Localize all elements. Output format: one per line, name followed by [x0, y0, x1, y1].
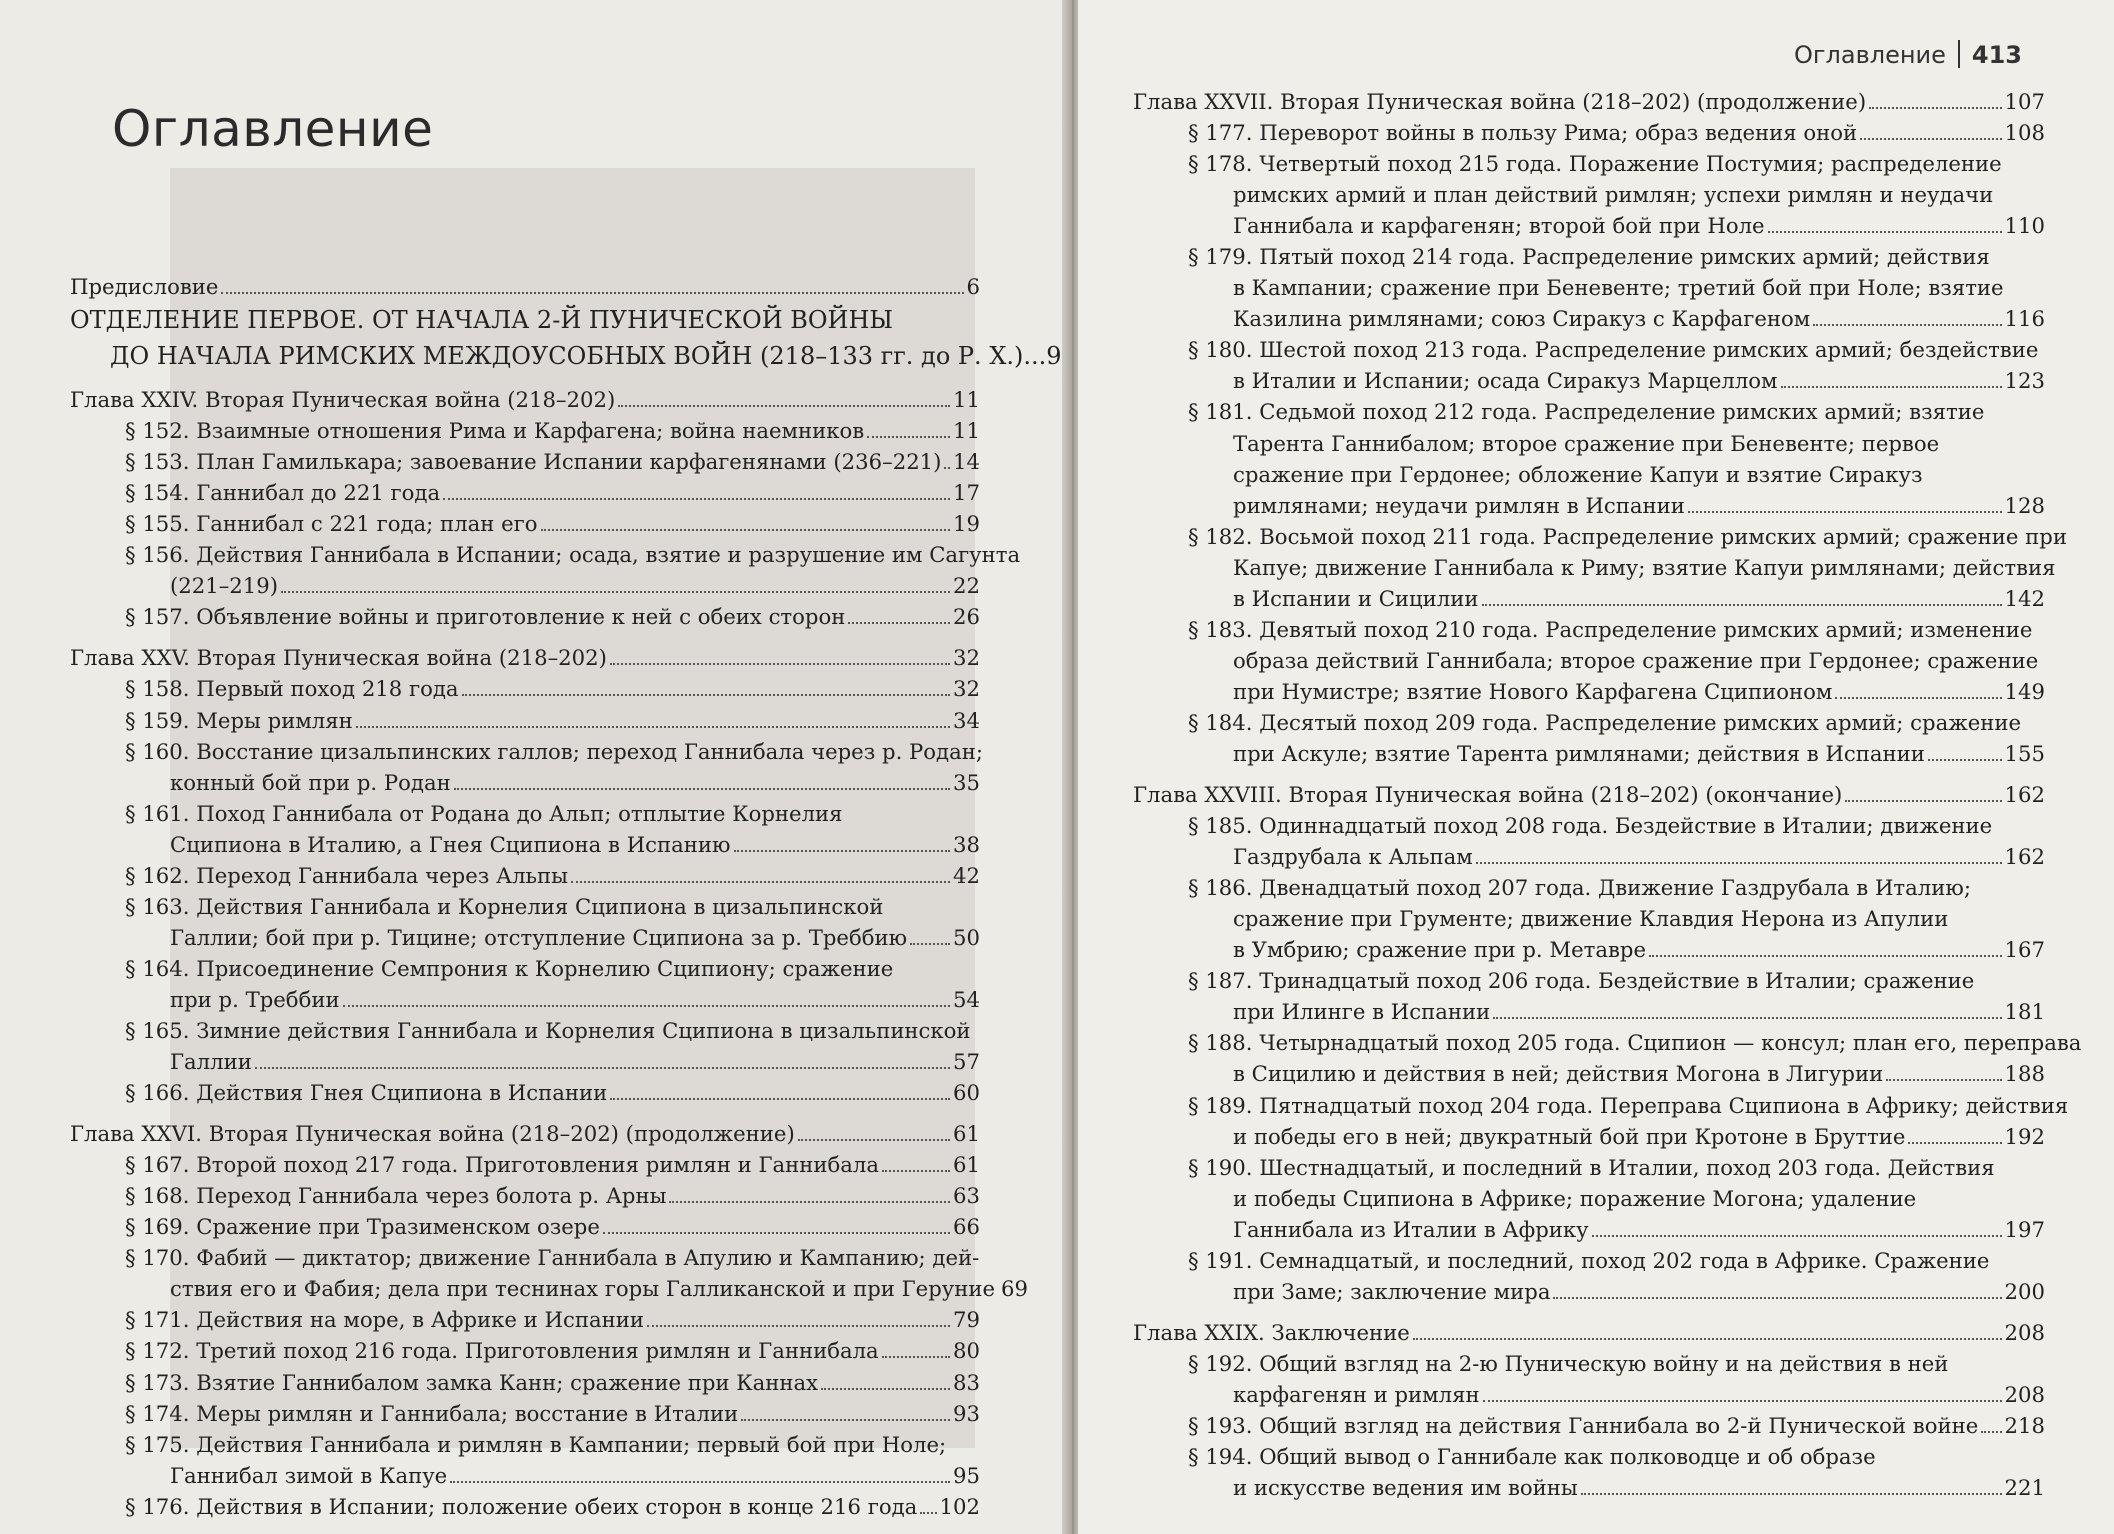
- toc-entry-cont[interactable]: [1133, 1058, 2045, 1089]
- toc-page-number: 208: [2004, 1319, 2045, 1345]
- toc-entry-cont[interactable]: [1133, 1472, 2045, 1503]
- dot-leader: [603, 1232, 950, 1234]
- dot-leader: [255, 1067, 950, 1069]
- toc-page-number: 35: [953, 769, 980, 795]
- dot-leader: [848, 622, 950, 624]
- toc-entry-text: образа действий Ганнибала; второе сражение при Гердонее; сражение: [1233, 647, 2039, 673]
- toc-entry-section[interactable]: [70, 705, 980, 736]
- toc-entry-text: Капуе; движение Ганнибала к Риму; взятие Капуи римлянами; действия: [1233, 554, 2056, 580]
- toc-entry-text: § 168. Переход Ганнибала через болота р. Арны: [125, 1183, 667, 1209]
- toc-entry-text: Глава XXIV. Вторая Пуническая война (218–202): [70, 387, 616, 413]
- toc-entry-cont[interactable]: [1133, 303, 2045, 334]
- toc-entry-text: в Сицилию и действия в ней; действия Могона в Лигурии: [1233, 1061, 1884, 1087]
- toc-entry-section[interactable]: [70, 1211, 980, 1242]
- toc-page-number: 221: [2004, 1475, 2045, 1501]
- dot-leader: [920, 1512, 936, 1514]
- toc-entry-cont[interactable]: [70, 570, 980, 601]
- toc-entry-text: § 184. Десятый поход 209 года. Распределение римских армий; сражение: [1188, 709, 2022, 735]
- dot-leader: [647, 1325, 950, 1327]
- toc-entry-section[interactable]: [70, 1398, 980, 1429]
- toc-entry-section[interactable]: [70, 446, 980, 477]
- toc-entry-section[interactable]: [70, 798, 980, 829]
- toc-entry-section[interactable]: [1133, 1441, 2045, 1472]
- toc-entry-text: § 158. Первый поход 218 года: [125, 676, 459, 702]
- toc-entry-cont[interactable]: [70, 1273, 1028, 1304]
- toc-entry-section[interactable]: [70, 1015, 980, 1046]
- toc-entry-text: § 178. Четвертый поход 215 года. Поражение Постумия; распределение: [1188, 151, 2002, 177]
- toc-entry-section[interactable]: [1133, 521, 2067, 552]
- dot-leader: [618, 405, 950, 407]
- toc-entry-cont[interactable]: [1133, 1379, 2045, 1410]
- toc-page-number: 32: [953, 676, 980, 702]
- toc-entry-text: § 188. Четырнадцатый поход 205 года. Сципион — консул; план его, переправа: [1188, 1030, 2082, 1056]
- toc-entry-text: Газдрубала к Альпам: [1233, 844, 1473, 870]
- dot-leader: [882, 1170, 950, 1172]
- dot-leader: [1476, 862, 2002, 864]
- toc-entry-section[interactable]: [1133, 872, 2045, 903]
- toc-entry-text: Глава XXVIII. Вторая Пуническая война (218–202) (окончание): [1133, 782, 1843, 808]
- toc-entry-text: сражение при Грументе; движение Клавдия Нерона из Апулии: [1233, 906, 1949, 932]
- toc-entry-text: § 154. Ганнибал до 221 года: [125, 480, 441, 506]
- dot-leader: [610, 1098, 950, 1100]
- toc-entry-text: § 187. Тринадцатый поход 206 года. Бездействие в Италии; сражение: [1188, 968, 1975, 994]
- toc-entry-cont[interactable]: [1133, 645, 2045, 676]
- toc-entry-text: § 167. Второй поход 217 года. Приготовления римлян и Ганнибала: [125, 1152, 879, 1178]
- toc-entry-cont[interactable]: [1133, 490, 2045, 521]
- toc-entry-text: § 166. Действия Гнея Сципиона в Испании: [125, 1080, 608, 1106]
- toc-entry-text: конный бой при р. Родан: [170, 769, 451, 795]
- toc-page-number: 60: [953, 1080, 980, 1106]
- dot-leader: [669, 1201, 950, 1203]
- toc-entry-cont[interactable]: [70, 829, 980, 860]
- toc-page-number: 61: [953, 1121, 980, 1147]
- toc-entry-section[interactable]: [1133, 965, 2045, 996]
- toc-entry-section[interactable]: [70, 1304, 980, 1335]
- header-divider: [1958, 40, 1960, 68]
- toc-entry-text: § 173. Взятие Ганнибалом замка Канн; сражение при Каннах: [125, 1369, 819, 1395]
- toc-entry-section[interactable]: [1133, 1348, 2045, 1379]
- toc-entry-text: и победы Сципиона в Африке; поражение Могона; удаление: [1233, 1185, 1917, 1211]
- toc-entry-cont[interactable]: [1133, 272, 2045, 303]
- dot-leader: [1553, 1297, 2001, 1299]
- dot-leader: [1768, 231, 2002, 233]
- toc-entry-text: § 181. Седьмой поход 212 года. Распределение римских армий; взятие: [1188, 399, 1985, 425]
- toc-entry-text: § 160. Восстание цизальпинских галлов; переход Ганнибала через р. Родан;: [125, 738, 983, 764]
- toc-entry-cont[interactable]: [1133, 210, 2045, 241]
- toc-entry-cont[interactable]: [1133, 1276, 2045, 1307]
- dot-leader: [281, 591, 950, 593]
- toc-entry-chapter[interactable]: [70, 642, 980, 673]
- toc-entry-chapter[interactable]: [70, 384, 980, 415]
- toc-entry-text: Казилина римлянами; союз Сиракуз с Карфагеном: [1233, 306, 1811, 332]
- dot-leader: [610, 663, 950, 665]
- toc-page-number: 19: [953, 511, 980, 537]
- toc-entry-cont[interactable]: [1133, 459, 2045, 490]
- running-header-title: Оглавление: [1794, 41, 1946, 69]
- toc-entry-text: § 163. Действия Ганнибала и Корнелия Сципиона в цизальпинской: [125, 893, 884, 919]
- toc-page-number: 162: [2004, 782, 2045, 808]
- toc-entry-cont[interactable]: [70, 1460, 980, 1491]
- toc-entry-text: при р. Треббии: [170, 986, 340, 1012]
- dot-leader: [1592, 1235, 2002, 1237]
- toc-entry-text: Предисловие: [70, 274, 219, 299]
- dot-leader: [1813, 324, 2001, 326]
- toc-page-number: 123: [2004, 368, 2045, 394]
- chapter-gap: [70, 374, 980, 384]
- toc-entry-text: и победы его в ней; двукратный бой при Кротоне в Бруттие: [1233, 1123, 1906, 1149]
- toc-page-number: 61: [953, 1152, 980, 1178]
- toc-page-number: 79: [953, 1307, 980, 1333]
- toc-entry-text: § 193. Общий взгляд на действия Ганнибала во 2-й Пунической войне: [1188, 1412, 1979, 1438]
- chapter-gap: [1133, 1307, 2045, 1317]
- toc-entry-section[interactable]: [70, 736, 983, 767]
- toc-entry-part-cont[interactable]: [70, 338, 1062, 374]
- toc-page-number: 9: [1046, 342, 1062, 371]
- toc-entry-text: § 182. Восьмой поход 211 года. Распределение римских армий; сражение при: [1188, 523, 2067, 549]
- toc-page-number: 11: [953, 387, 980, 413]
- toc-entry-section[interactable]: [70, 891, 980, 922]
- dot-leader: [343, 1005, 950, 1007]
- toc-entry-section[interactable]: [1133, 1090, 2069, 1121]
- toc-entry-text: Глава XXV. Вторая Пуническая война (218–202): [70, 645, 607, 671]
- toc-entry-text: § 183. Девятый поход 210 года. Распределение римских армий; изменение: [1188, 616, 2033, 642]
- toc-entry-cont[interactable]: [1133, 903, 2045, 934]
- toc-entry-cont[interactable]: [1133, 428, 2045, 459]
- toc-entry-text: § 161. Поход Ганнибала от Родана до Альп; отплытие Корнелия: [125, 800, 843, 826]
- toc-page-number: 32: [953, 645, 980, 671]
- dot-leader: [221, 292, 963, 294]
- toc-entry-text: и искусстве ведения им войны: [1233, 1475, 1578, 1501]
- dot-leader: [867, 436, 950, 438]
- dot-leader: [1886, 1079, 2001, 1081]
- toc-entry-text: Глава XXVII. Вторая Пуническая война (218–202) (продолжение): [1133, 89, 1867, 114]
- toc-entry-text: § 192. Общий взгляд на 2-ю Пуническую войну и на действия в ней: [1188, 1350, 1949, 1376]
- toc-entry-cont[interactable]: [1133, 676, 2045, 707]
- toc-page-number: 93: [953, 1400, 980, 1426]
- toc-entry-text: § 174. Меры римлян и Ганнибала; восстание в Италии: [125, 1400, 739, 1426]
- toc-entry-cont[interactable]: [70, 767, 980, 798]
- toc-entry-part[interactable]: [70, 302, 980, 338]
- toc-page-number: 42: [953, 862, 980, 888]
- toc-entry-text: § 164. Присоединение Семпрония к Корнелию Сципиону; сражение: [125, 955, 894, 981]
- toc-entry-text: римских армий и план действий римлян; успехи римлян и неудачи: [1233, 182, 1994, 208]
- toc-page-number: 208: [2004, 1381, 2045, 1407]
- toc-entry-chapter[interactable]: [70, 1118, 980, 1149]
- dot-leader: [910, 943, 950, 945]
- toc-page-number: 83: [953, 1369, 980, 1395]
- toc-entry-text: § 171. Действия на море, в Африке и Испании: [125, 1307, 644, 1333]
- toc-page-number: 128: [2004, 492, 2045, 518]
- dot-leader: [1688, 511, 2002, 513]
- toc-page-number: 218: [2004, 1412, 2045, 1438]
- toc-entry-section[interactable]: [70, 1367, 980, 1398]
- dot-leader: [1981, 1431, 2001, 1433]
- toc-entry-section[interactable]: [70, 1180, 980, 1211]
- toc-entry-text: § 176. Действия в Испании; положение обеих сторон в конце 216 года: [125, 1493, 918, 1519]
- toc-entry-cont[interactable]: [1133, 179, 2045, 210]
- toc-entry-section[interactable]: [1133, 241, 2045, 272]
- toc-entry-text: в Испании и Сицилии: [1233, 585, 1479, 611]
- toc-entry-text: при Заме; заключение мира: [1233, 1278, 1551, 1304]
- toc-page-number: 162: [2004, 844, 2045, 870]
- toc-entry-cont[interactable]: [1133, 996, 2045, 1027]
- toc-entry-cont[interactable]: [1133, 365, 2045, 396]
- toc-entry-text: § 177. Переворот войны в пользу Рима; образ ведения оной: [1188, 120, 1858, 146]
- toc-page-number: 192: [2004, 1123, 2045, 1149]
- toc-entry-chapter[interactable]: [1133, 779, 2045, 810]
- toc-entry-section[interactable]: [70, 508, 980, 539]
- toc-entry-cont[interactable]: [1133, 552, 2056, 583]
- toc-entry-text: § 180. Шестой поход 213 года. Распределение римских армий; бездействие: [1188, 337, 2039, 363]
- dot-leader: [821, 1388, 950, 1390]
- toc-entry-text: § 156. Действия Ганнибала в Испании; осада, взятие и разрушение им Сагунта: [125, 542, 1021, 568]
- dot-leader: [450, 1481, 950, 1483]
- dot-leader: [443, 498, 950, 500]
- toc-entry-section[interactable]: [1133, 1152, 2045, 1183]
- toc-entry-cont[interactable]: [1133, 841, 2045, 872]
- dot-leader: [1482, 604, 2002, 606]
- toc-page-number: 17: [953, 480, 980, 506]
- toc-entry-text: § 155. Ганнибал с 221 года; план его: [125, 511, 538, 537]
- toc-entry-section[interactable]: [70, 477, 980, 508]
- toc-entry-section[interactable]: [70, 539, 1021, 570]
- toc-page-number: 116: [2004, 306, 2045, 332]
- toc-entry-text: Сципиона в Италию, а Гнея Сципиона в Испанию: [170, 831, 731, 857]
- toc-entry-text: § 191. Семнадцатый, и последний, поход 202 года в Африке. Сражение: [1188, 1247, 1990, 1273]
- toc-page-number: 63: [953, 1183, 980, 1209]
- toc-entry-section[interactable]: [70, 1335, 980, 1366]
- toc-entry-chapter[interactable]: [1133, 1317, 2045, 1348]
- dot-leader: [1860, 138, 2001, 140]
- toc-entry-text: (221–219): [170, 573, 279, 599]
- toc-page-number: 149: [2004, 678, 2045, 704]
- toc-entry-section[interactable]: [1133, 148, 2045, 179]
- toc-entry-text: Ганнибала и карфагенян; второй бой при Ноле: [1233, 213, 1765, 239]
- dot-leader: [1869, 107, 2001, 109]
- toc-page-number: 57: [953, 1049, 980, 1075]
- dot-leader: [1908, 1142, 2001, 1144]
- toc-entry-cont[interactable]: [1133, 934, 2045, 965]
- toc-page-number: 155: [2004, 740, 2045, 766]
- toc-entry-text: при Илинге в Испании: [1233, 999, 1491, 1025]
- dot-leader: [1649, 955, 2002, 957]
- toc-entry-section[interactable]: [1133, 334, 2045, 365]
- toc-entry-cont[interactable]: [70, 1046, 980, 1077]
- toc-page-number: 11: [953, 418, 980, 444]
- page-title: Оглавление: [112, 100, 434, 158]
- toc-entry-text: римлянами; неудачи римлян в Испании: [1233, 492, 1685, 518]
- dot-leader: [1413, 1338, 2002, 1340]
- toc-entry-text: при Нумистре; взятие Нового Карфагена Сципионом: [1233, 678, 1833, 704]
- chapter-gap: [70, 1108, 980, 1118]
- toc-entry-text: § 157. Объявление войны и приготовление к ней с обеих сторон: [125, 604, 846, 630]
- toc-entry-text: в Италии и Испании; осада Сиракуз Марцеллом: [1233, 368, 1778, 394]
- dot-leader: [798, 1139, 950, 1141]
- toc-entry-cont[interactable]: [1133, 1183, 2045, 1214]
- dot-leader: [1483, 1400, 2002, 1402]
- toc-page-number: 34: [953, 707, 980, 733]
- toc-entry-section[interactable]: [70, 1149, 980, 1180]
- left-table-of-contents: [70, 271, 1062, 1522]
- toc-entry-text: § 165. Зимние действия Ганнибала и Корнелия Сципиона в цизальпинской: [125, 1017, 971, 1043]
- toc-page-number: 167: [2004, 937, 2045, 963]
- toc-entry-text: § 153. План Гамилькара; завоевание Испании карфагенянами (236–221): [125, 449, 942, 475]
- toc-entry-section[interactable]: [1133, 117, 2045, 148]
- dot-leader: [1835, 697, 2001, 699]
- dot-leader: [944, 467, 950, 469]
- toc-entry-text: § 194. Общий вывод о Ганнибале как полководце и об образе: [1188, 1444, 1876, 1470]
- toc-page-number: 181: [2004, 999, 2045, 1025]
- toc-page-number: 54: [953, 986, 980, 1012]
- dot-leader: [734, 850, 951, 852]
- toc-entry-section[interactable]: [70, 1429, 980, 1460]
- toc-page-number: 69: [1001, 1276, 1028, 1302]
- toc-entry-section[interactable]: [1133, 1027, 2082, 1058]
- toc-entry-section[interactable]: [1133, 810, 2045, 841]
- right-page: [1078, 0, 2114, 1534]
- toc-entry-cont[interactable]: [1133, 738, 2045, 769]
- toc-page-number: 95: [953, 1462, 980, 1488]
- toc-entry-text: § 152. Взаимные отношения Рима и Карфагена; война наемников: [125, 418, 865, 444]
- toc-page-number: 110: [2004, 213, 2045, 239]
- toc-entry-text: Ганнибал зимой в Капуе: [170, 1462, 448, 1488]
- toc-page-number: 102: [939, 1493, 980, 1519]
- right-table-of-contents: [1133, 86, 2082, 1503]
- toc-entry-text: § 159. Меры римлян: [125, 707, 353, 733]
- toc-entry-text: § 190. Шестнадцатый, и последний в Италии, поход 203 года. Действия: [1188, 1154, 1995, 1180]
- toc-entry-text: § 175. Действия Ганнибала и римлян в Кампании; первый бой при Ноле;: [125, 1431, 947, 1457]
- chapter-gap: [1133, 769, 2045, 779]
- toc-entry-text: сражение при Гердонее; обложение Капуи и взятие Сиракуз: [1233, 461, 1923, 487]
- toc-entry-section[interactable]: [70, 1242, 980, 1273]
- toc-entry-text: карфагенян и римлян: [1233, 1381, 1480, 1407]
- toc-page-number: 107: [2004, 89, 2045, 114]
- toc-entry-section[interactable]: [70, 415, 980, 446]
- toc-entry-text: § 185. Одиннадцатый поход 208 года. Бездействие в Италии; движение: [1188, 813, 1993, 839]
- dot-leader: [1581, 1493, 2002, 1495]
- toc-entry-text: ДО НАЧАЛА РИМСКИХ МЕЖДОУСОБНЫХ ВОЙН (218–133 гг. до Р. Х.)...: [110, 342, 1047, 371]
- toc-entry-text: ОТДЕЛЕНИЕ ПЕРВОЕ. ОТ НАЧАЛА 2-Й ПУНИЧЕСКОЙ ВОЙНЫ: [70, 306, 894, 335]
- toc-entry-text: Галлии: [170, 1049, 252, 1075]
- toc-entry-cont[interactable]: [70, 922, 980, 953]
- toc-entry-text: § 172. Третий поход 216 года. Приготовления римлян и Ганнибала: [125, 1338, 879, 1364]
- toc-page-number: 188: [2004, 1061, 2045, 1087]
- toc-entry-section[interactable]: [70, 860, 980, 891]
- chapter-gap: [70, 632, 980, 642]
- toc-page-number: 108: [2004, 120, 2045, 146]
- dot-leader: [462, 694, 950, 696]
- toc-entry-chapter[interactable]: [70, 271, 980, 302]
- dot-leader: [1781, 386, 2002, 388]
- toc-page-number: 14: [953, 449, 980, 475]
- running-header: [1794, 40, 2022, 69]
- toc-entry-text: в Умбрию; сражение при р. Метавре: [1233, 937, 1647, 963]
- toc-entry-text: § 179. Пятый поход 214 года. Распределение римских армий; действия: [1188, 244, 1990, 270]
- toc-entry-text: ствия его и Фабия; дела при теснинах горы Галликанской и при Геруние: [170, 1276, 996, 1302]
- toc-page-number: 38: [953, 831, 980, 857]
- dot-leader: [741, 1419, 950, 1421]
- toc-page-number: 142: [2004, 585, 2045, 611]
- toc-page-number: 26: [953, 604, 980, 630]
- toc-entry-text: § 189. Пятнадцатый поход 204 года. Переправа Сципиона в Африку; действия: [1188, 1092, 2069, 1118]
- dot-leader: [541, 529, 951, 531]
- toc-entry-text: в Кампании; сражение при Беневенте; третий бой при Ноле; взятие: [1233, 275, 2004, 301]
- toc-entry-section[interactable]: [70, 1491, 980, 1522]
- toc-entry-text: § 169. Сражение при Тразименском озере: [125, 1214, 600, 1240]
- toc-entry-section[interactable]: [1133, 1410, 2045, 1441]
- toc-entry-text: § 186. Двенадцатый поход 207 года. Движение Газдрубала в Италию;: [1188, 875, 1971, 901]
- toc-entry-text: Галлии; бой при р. Тицине; отступление Сципиона за р. Треббию: [170, 924, 908, 950]
- toc-entry-text: § 170. Фабий — диктатор; движение Ганнибала в Апулию и Кампанию; дей-: [125, 1245, 980, 1271]
- toc-page-number: 197: [2004, 1216, 2045, 1242]
- toc-entry-text: Тарента Ганнибалом; второе сражение при Беневенте; первое: [1233, 430, 1940, 456]
- dot-leader: [882, 1356, 950, 1358]
- dot-leader: [1928, 759, 2002, 761]
- toc-entry-text: Глава XXIX. Заключение: [1133, 1319, 1410, 1345]
- toc-page-number: 80: [953, 1338, 980, 1364]
- toc-page-number: 50: [953, 924, 980, 950]
- toc-entry-section[interactable]: [1133, 1245, 2045, 1276]
- dot-leader: [454, 788, 950, 790]
- dot-leader: [1845, 800, 2001, 802]
- dot-leader: [571, 881, 950, 883]
- toc-entry-text: Глава XXVI. Вторая Пуническая война (218–202) (продолжение): [70, 1121, 795, 1147]
- page-number: 413: [1971, 41, 2022, 69]
- toc-page-number: 66: [953, 1214, 980, 1240]
- toc-entry-chapter[interactable]: [1133, 86, 2045, 117]
- toc-entry-cont[interactable]: [1133, 1121, 2045, 1152]
- toc-entry-text: при Аскуле; взятие Тарента римлянами; действия в Испании: [1233, 740, 1925, 766]
- dot-leader: [356, 726, 950, 728]
- toc-entry-section[interactable]: [70, 673, 980, 704]
- dot-leader: [1493, 1017, 2001, 1019]
- toc-entry-section[interactable]: [1133, 614, 2045, 645]
- toc-entry-cont[interactable]: [1133, 583, 2045, 614]
- toc-entry-cont[interactable]: [70, 984, 980, 1015]
- toc-entry-text: Ганнибала из Италии в Африку: [1233, 1216, 1589, 1242]
- toc-page-number: 22: [953, 573, 980, 599]
- toc-entry-section[interactable]: [70, 1077, 980, 1108]
- toc-page-number: 6: [966, 274, 980, 299]
- toc-entry-section[interactable]: [70, 953, 980, 984]
- toc-entry-section[interactable]: [1133, 707, 2045, 738]
- toc-entry-section[interactable]: [70, 601, 980, 632]
- toc-entry-cont[interactable]: [1133, 1214, 2045, 1245]
- toc-entry-section[interactable]: [1133, 396, 2045, 427]
- toc-entry-text: § 162. Переход Ганнибала через Альпы: [125, 862, 569, 888]
- toc-page-number: 200: [2004, 1278, 2045, 1304]
